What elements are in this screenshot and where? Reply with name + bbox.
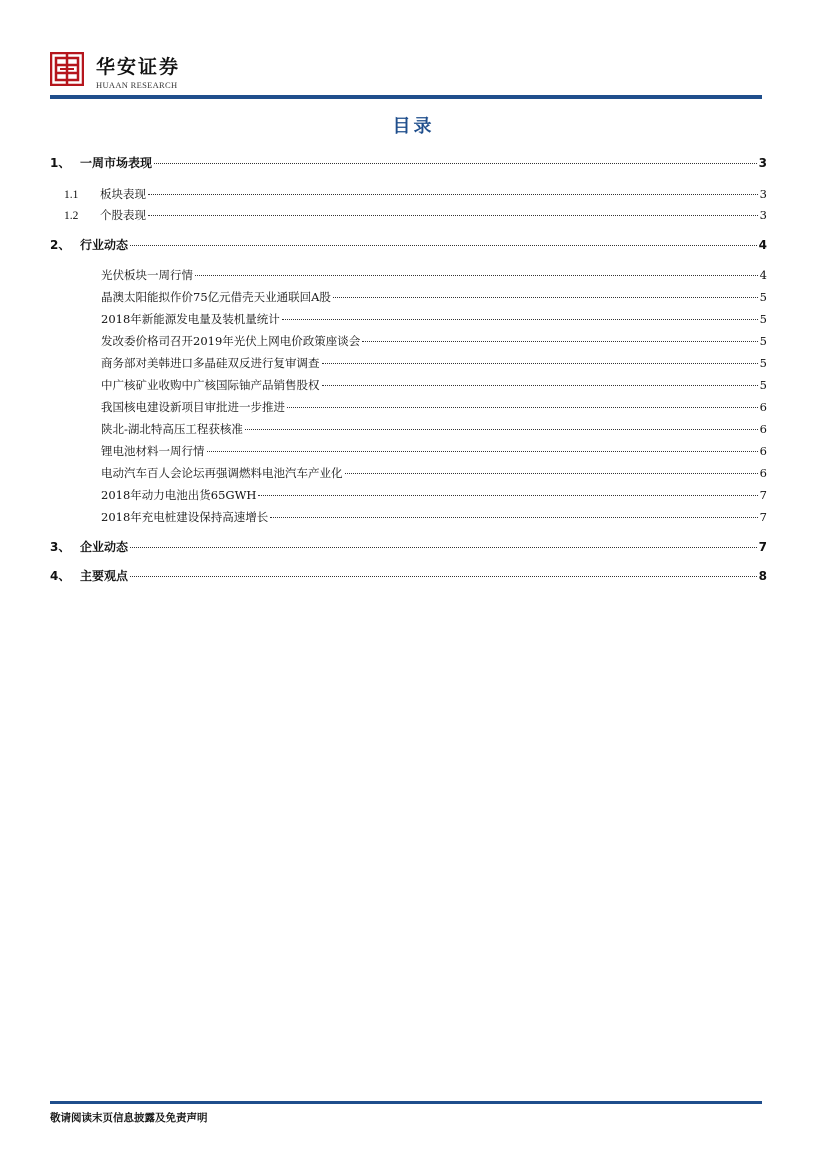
toc-entry-number: 1.2 xyxy=(64,210,79,222)
toc-entry-title: 中广核矿业收购中广核国际铀产品销售股权 xyxy=(101,378,320,392)
toc-entry-title: 光伏板块一周行情 xyxy=(101,268,193,282)
toc-dot-leader xyxy=(130,576,757,577)
toc-dot-leader xyxy=(207,451,758,452)
toc-entry[interactable] xyxy=(50,355,767,375)
toc-entry-title: 陕北-湖北特高压工程获核准 xyxy=(101,422,243,436)
toc-entry[interactable] xyxy=(50,487,767,507)
toc-entry[interactable] xyxy=(50,421,767,441)
toc-dot-leader xyxy=(130,245,757,246)
toc-entry-title: 个股表现 xyxy=(100,208,146,222)
toc-entry[interactable] xyxy=(50,509,767,529)
toc-entry[interactable] xyxy=(50,443,767,463)
toc-entry[interactable] xyxy=(50,465,767,485)
toc-entry-number: 1.1 xyxy=(64,189,79,201)
toc-dot-leader xyxy=(148,194,758,195)
toc-entry-page: 8 xyxy=(758,569,767,583)
toc-entry-page: 5 xyxy=(759,378,767,392)
huaan-logo-icon xyxy=(50,52,84,86)
toc-entry-page: 6 xyxy=(759,444,767,458)
toc-entry-page: 3 xyxy=(758,156,767,170)
toc-entry[interactable] xyxy=(50,267,767,287)
toc-entry-number: 1、 xyxy=(50,156,71,170)
toc-entry-page: 5 xyxy=(759,334,767,348)
toc-entry-page: 3 xyxy=(759,187,767,201)
toc-entry-title: 电动汽车百人会论坛再强调燃料电池汽车产业化 xyxy=(101,466,343,480)
toc-entry-title: 行业动态 xyxy=(80,238,129,252)
toc-entry-title: 商务部对美韩进口多晶硅双反进行复审调查 xyxy=(101,356,320,370)
toc-entry-title: 发改委价格司召开2019年光伏上网电价政策座谈会 xyxy=(101,334,361,348)
toc-entry[interactable] xyxy=(50,186,767,206)
toc-entry-page: 7 xyxy=(759,488,767,502)
toc-entry-page: 5 xyxy=(759,356,767,370)
toc-dot-leader xyxy=(245,429,758,430)
toc-title: 目录 xyxy=(392,116,435,137)
toc-entry-page: 4 xyxy=(759,268,767,282)
footer-divider xyxy=(50,1101,762,1104)
toc-entry[interactable] xyxy=(50,311,767,331)
toc-dot-leader xyxy=(148,215,758,216)
toc-entry[interactable] xyxy=(50,154,767,174)
toc-dot-leader xyxy=(130,547,757,548)
toc-entry-page: 3 xyxy=(759,208,767,222)
toc-entry-page: 6 xyxy=(759,400,767,414)
toc-entry[interactable] xyxy=(50,289,767,309)
toc-entry[interactable] xyxy=(50,538,767,558)
toc-entry-page: 5 xyxy=(759,290,767,304)
toc-entry-page: 6 xyxy=(759,422,767,436)
toc-entry[interactable] xyxy=(50,399,767,419)
toc-entry-title: 板块表现 xyxy=(100,187,146,201)
toc-entry-page: 5 xyxy=(759,312,767,326)
toc-entry-page: 7 xyxy=(759,510,767,524)
toc-entry-title: 我国核电建设新项目审批进一步推进 xyxy=(101,400,285,414)
toc-dot-leader xyxy=(154,163,757,164)
toc-entry[interactable] xyxy=(50,333,767,353)
toc-entry-title: 2018年充电桩建设保持高速增长 xyxy=(101,510,269,524)
toc-dot-leader xyxy=(322,385,758,386)
toc-dot-leader xyxy=(282,319,758,320)
toc-entry-page: 6 xyxy=(759,466,767,480)
toc-entry-number: 4、 xyxy=(50,569,71,583)
toc-dot-leader xyxy=(287,407,758,408)
toc-entry[interactable] xyxy=(50,567,767,587)
toc-dot-leader xyxy=(195,275,758,276)
toc-entry-title: 2018年动力电池出货65GWH xyxy=(101,488,257,502)
toc-entry-number: 3、 xyxy=(50,540,71,554)
toc-dot-leader xyxy=(270,517,757,518)
toc-entry-title: 2018年新能源发电量及装机量统计 xyxy=(101,312,280,326)
toc-entry[interactable] xyxy=(50,207,767,227)
toc-entry[interactable] xyxy=(50,236,767,256)
toc-entry-title: 一周市场表现 xyxy=(80,156,153,170)
footer-disclaimer: 敬请阅读末页信息披露及免责声明 xyxy=(50,1112,208,1124)
toc-dot-leader xyxy=(258,495,757,496)
toc-entry-page: 7 xyxy=(758,540,767,554)
toc-entry[interactable] xyxy=(50,377,767,397)
toc-entry-title: 锂电池材料一周行情 xyxy=(101,444,205,458)
toc-entry-title: 主要观点 xyxy=(80,569,129,583)
toc-dot-leader xyxy=(333,297,758,298)
toc-entry-page: 4 xyxy=(758,238,767,252)
brand-name-en: HUAAN RESEARCH xyxy=(96,80,178,90)
brand-name-cn: 华安证券 xyxy=(96,56,181,78)
toc-entry-number: 2、 xyxy=(50,238,71,252)
toc-entry-title: 晶澳太阳能拟作价75亿元借壳天业通联回A股 xyxy=(101,290,331,304)
toc-dot-leader xyxy=(322,363,758,364)
toc-dot-leader xyxy=(345,473,758,474)
toc-entry-title: 企业动态 xyxy=(80,540,129,554)
page-header xyxy=(0,0,827,100)
header-divider xyxy=(50,95,762,99)
toc-dot-leader xyxy=(362,341,757,342)
